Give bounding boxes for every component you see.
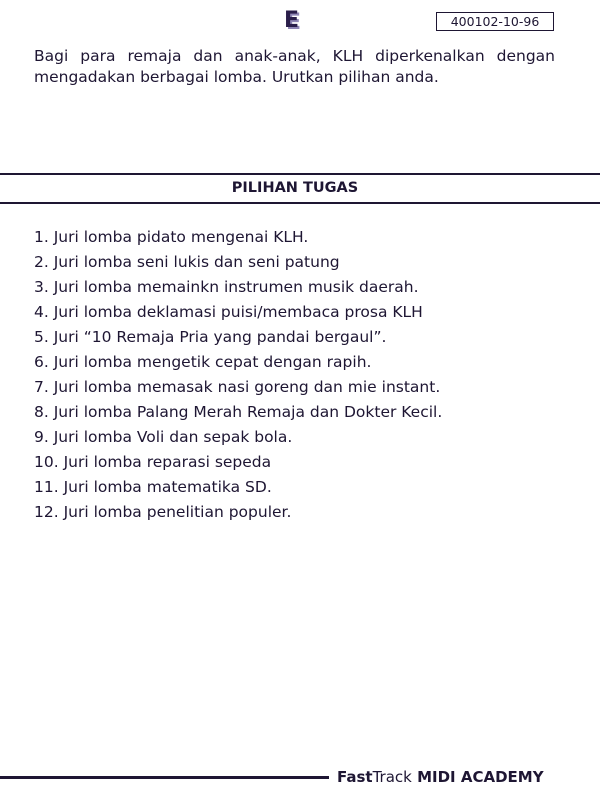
option-item: 10. Juri lomba reparasi sepeda xyxy=(34,453,272,471)
footer-brand-academy: MIDI ACADEMY xyxy=(411,768,544,786)
form-code-box: 400102-10-96 xyxy=(436,12,554,31)
section-top-rule xyxy=(0,173,600,175)
option-item: 9. Juri lomba Voli dan sepak bola. xyxy=(34,428,293,446)
option-item: 7. Juri lomba memasak nasi goreng dan mie instant. xyxy=(34,378,441,396)
footer-brand-track: Track xyxy=(372,768,412,786)
form-letter: E xyxy=(284,8,300,33)
option-item: 5. Juri “10 Remaja Pria yang pandai bergaul”. xyxy=(34,328,387,346)
option-item: 6. Juri lomba mengetik cepat dengan rapih. xyxy=(34,353,372,371)
option-item: 11. Juri lomba matematika SD. xyxy=(34,478,272,496)
option-item: 2. Juri lomba seni lukis dan seni patung xyxy=(34,253,340,271)
option-item: 12. Juri lomba penelitian populer. xyxy=(34,503,292,521)
footer-brand xyxy=(337,768,544,786)
footer-brand-fast: Fast xyxy=(337,768,373,786)
option-item: 3. Juri lomba memainkn instrumen musik daerah. xyxy=(34,278,419,296)
intro-paragraph: Bagi para remaja dan anak-anak, KLH diperkenalkan dengan mengadakan berbagai lomba. Urutkan pilihan anda. xyxy=(34,47,555,86)
option-item: 8. Juri lomba Palang Merah Remaja dan Dokter Kecil. xyxy=(34,403,443,421)
footer-rule xyxy=(0,776,329,779)
section-bottom-rule xyxy=(0,202,600,204)
section-title: PILIHAN TUGAS xyxy=(231,180,359,196)
option-item: 4. Juri lomba deklamasi puisi/membaca prosa KLH xyxy=(34,303,423,321)
option-item: 1. Juri lomba pidato mengenai KLH. xyxy=(34,228,309,246)
options-list xyxy=(34,226,574,526)
